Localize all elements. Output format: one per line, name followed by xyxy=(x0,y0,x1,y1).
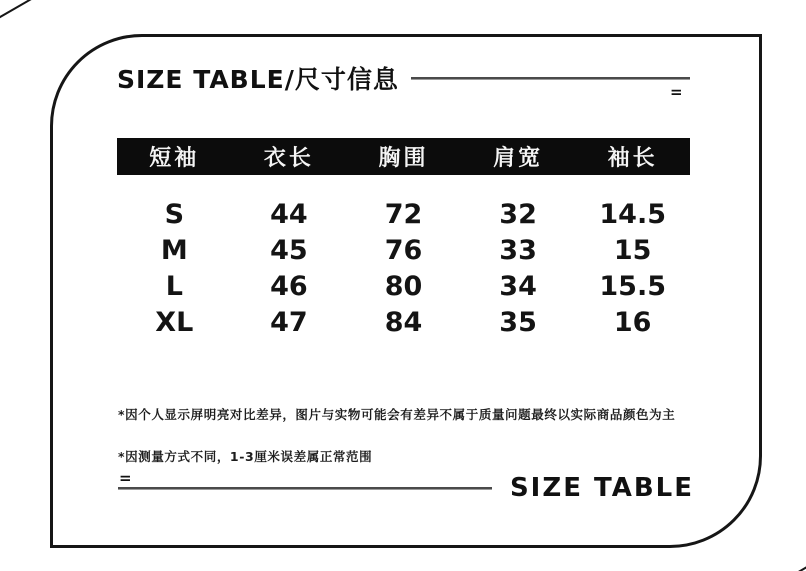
corner-tick-top-left xyxy=(0,0,34,21)
column-header-shoulder: 肩宽 xyxy=(493,146,544,171)
equals-mark-top: = xyxy=(670,83,683,101)
table-row xyxy=(117,196,690,232)
title-row xyxy=(117,60,690,96)
bust-cell: 76 xyxy=(384,234,423,266)
sleeve-cell: 14.5 xyxy=(599,198,666,230)
table-body xyxy=(117,196,690,340)
bust-cell: 80 xyxy=(384,270,423,302)
length-cell: 44 xyxy=(270,198,308,230)
footnote-measurement-disclaimer: *因测量方式不同，1-3厘米误差属正常范围 xyxy=(118,449,373,464)
sleeve-cell: 15.5 xyxy=(599,270,666,302)
table-header-bar xyxy=(117,138,690,175)
size-cell: M xyxy=(160,234,188,266)
size-cell: S xyxy=(164,198,185,230)
column-header-length: 衣长 xyxy=(263,146,314,171)
equals-mark-bottom: = xyxy=(119,469,132,487)
table-row xyxy=(117,268,690,304)
corner-tick-bottom-right xyxy=(791,557,806,571)
title-rule-line xyxy=(411,77,690,79)
table-row xyxy=(117,304,690,340)
bust-cell: 84 xyxy=(384,306,423,338)
sleeve-cell: 16 xyxy=(613,306,652,338)
length-cell: 45 xyxy=(270,234,308,266)
footer-rule-line xyxy=(118,487,492,489)
footnote-color-disclaimer: *因个人显示屏明亮对比差异，图片与实物可能会有差异不属于质量问题最终以实际商品颜色为主 xyxy=(118,407,676,422)
page-title: SIZE TABLE/尺寸信息 xyxy=(117,65,399,94)
column-header-bust: 胸围 xyxy=(378,146,429,171)
footer-title: SIZE TABLE xyxy=(509,473,694,503)
size-cell: XL xyxy=(155,306,194,338)
sleeve-cell: 15 xyxy=(613,234,652,266)
column-header-sleeve: 袖长 xyxy=(607,146,658,171)
length-cell: 46 xyxy=(270,270,308,302)
shoulder-cell: 35 xyxy=(499,306,537,338)
shoulder-cell: 33 xyxy=(499,234,537,266)
table-row xyxy=(117,232,690,268)
footer-row xyxy=(118,469,694,503)
shoulder-cell: 32 xyxy=(499,198,537,230)
column-header-size: 短袖 xyxy=(149,146,200,171)
length-cell: 47 xyxy=(270,306,308,338)
size-cell: L xyxy=(165,270,183,302)
shoulder-cell: 34 xyxy=(499,270,537,302)
bust-cell: 72 xyxy=(384,198,423,230)
